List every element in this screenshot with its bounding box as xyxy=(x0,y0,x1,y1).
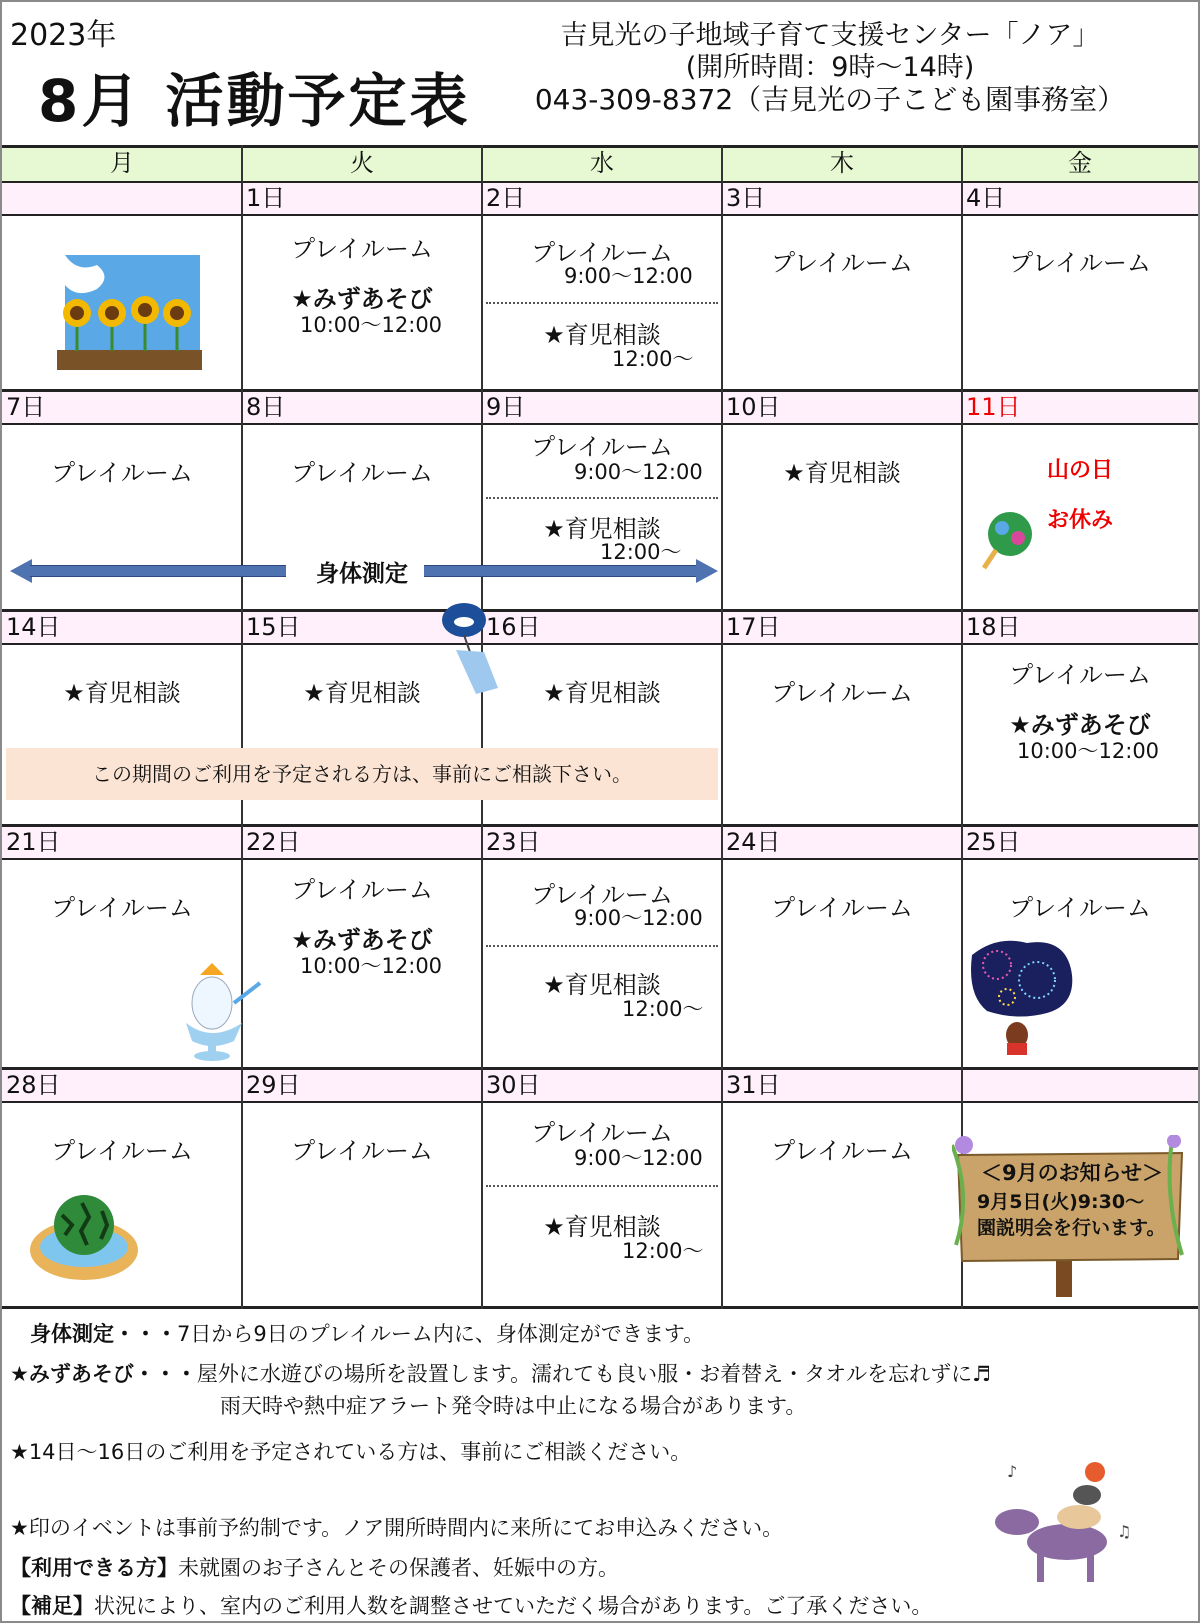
time-mizuasobi-22: 10:00〜12:00 xyxy=(300,954,443,978)
weekday-tue: 火 xyxy=(242,145,482,181)
grid-line xyxy=(2,858,1198,860)
sign-title: ＜9月のお知らせ＞ xyxy=(981,1161,1163,1185)
date-25: 25日 xyxy=(966,828,1021,856)
footnote-supplement xyxy=(10,1590,932,1620)
date-14: 14日 xyxy=(6,613,61,641)
sign-date: 9月5日(火)9:30〜 xyxy=(977,1191,1145,1213)
event-mizuasobi-18: ★みずあそび xyxy=(1009,711,1151,739)
grid-line xyxy=(2,1101,1198,1103)
measurement-arrow-left xyxy=(30,565,286,577)
date-10: 10日 xyxy=(726,393,781,421)
date-2: 2日 xyxy=(486,184,526,212)
sign-event: 園説明会を行います。 xyxy=(977,1217,1166,1239)
event-mizuasobi-22: ★みずあそび xyxy=(291,926,433,954)
svg-text:♫: ♫ xyxy=(1117,1522,1132,1541)
event-mizuasobi-1: ★みずあそび xyxy=(291,285,433,313)
date-16: 16日 xyxy=(486,613,541,641)
event-playroom-4: プレイルーム xyxy=(1009,249,1151,277)
date-17: 17日 xyxy=(726,613,781,641)
date-row-week5 xyxy=(2,1069,1198,1101)
event-playroom-18: プレイルーム xyxy=(1009,661,1151,689)
footnote-supplement-text: 状況により、室内のご利用人数を調整させていただく場合があります。ご了承ください。 xyxy=(94,1594,933,1618)
footnote-reservation: ★印のイベントは事前予約制です。ノア開所時間内に来所にてお申込みください。 xyxy=(10,1516,784,1540)
footnote-mizuasobi-head: ★みずあそび・・・ xyxy=(10,1362,197,1386)
divider xyxy=(486,302,718,304)
date-15: 15日 xyxy=(246,613,301,641)
event-playroom-3: プレイルーム xyxy=(771,249,913,277)
event-playroom-7: プレイルーム xyxy=(51,459,193,487)
divider xyxy=(486,497,718,499)
page-title: 8月 活動予定表 xyxy=(38,67,471,135)
divider xyxy=(486,1185,718,1187)
event-playroom-2: プレイルーム xyxy=(531,239,673,267)
center-info xyxy=(510,20,1150,116)
date-21: 21日 xyxy=(6,828,61,856)
event-playroom-25: プレイルーム xyxy=(1009,894,1151,922)
footnote-eligible-head: 【利用できる方】 xyxy=(10,1556,178,1580)
event-playroom-17: プレイルーム xyxy=(771,679,913,707)
event-ikuji-16: ★育児相談 xyxy=(543,679,661,707)
event-playroom-28: プレイルーム xyxy=(51,1137,193,1165)
date-11: 11日 xyxy=(966,393,1021,421)
footnote-mizuasobi-text: 屋外に水遊びの場所を設置します。濡れても良い服・お着替え・タオルを忘れずに♬ xyxy=(196,1362,991,1386)
footnote-mizuasobi xyxy=(10,1358,991,1388)
date-31: 31日 xyxy=(726,1071,781,1099)
weekday-thu: 木 xyxy=(722,145,962,181)
footnote-mizuasobi-text2: 雨天時や熱中症アラート発令時は中止になる場合があります。 xyxy=(220,1394,807,1418)
event-playroom-29: プレイルーム xyxy=(291,1137,433,1165)
date-30: 30日 xyxy=(486,1071,541,1099)
animals-illustration xyxy=(987,1447,1137,1587)
footnote-measurement xyxy=(30,1318,704,1348)
time-ikuji-2: 12:00〜 xyxy=(612,347,694,371)
time-mizuasobi-1: 10:00〜12:00 xyxy=(300,313,443,337)
closed-label: お休み xyxy=(1046,508,1113,533)
divider xyxy=(486,945,718,947)
date-4: 4日 xyxy=(966,184,1006,212)
event-ikuji-2: ★育児相談 xyxy=(543,321,661,349)
phone-number: 043-309-8372（吉見光の子こども園事務室） xyxy=(534,83,1126,116)
arrow-right-icon xyxy=(694,559,718,583)
footnote-supplement-head: 【補足】 xyxy=(10,1594,94,1618)
svg-text:♪: ♪ xyxy=(1007,1462,1018,1481)
sunflower-illustration xyxy=(57,255,207,375)
event-playroom-23: プレイルーム xyxy=(531,881,673,909)
calendar-grid xyxy=(2,145,1198,1309)
center-name: 吉見光の子地域子育て支援センター「ノア」 xyxy=(560,20,1100,51)
time-ikuji-30: 12:00〜 xyxy=(622,1239,704,1263)
grid-line xyxy=(2,423,1198,425)
event-ikuji-30: ★育児相談 xyxy=(543,1213,661,1241)
time-mizuasobi-18: 10:00〜12:00 xyxy=(1017,739,1160,763)
measurement-arrow-right xyxy=(424,565,696,577)
event-playroom-30: プレイルーム xyxy=(531,1119,673,1147)
year-label: 2023年 xyxy=(10,18,117,53)
date-7: 7日 xyxy=(6,393,46,421)
date-8: 8日 xyxy=(246,393,286,421)
grid-line xyxy=(2,181,1198,183)
grid-line xyxy=(2,1067,1198,1070)
grid-line xyxy=(2,145,1198,148)
event-ikuji-9: ★育児相談 xyxy=(543,515,661,543)
time-ikuji-9: 12:00〜 xyxy=(600,540,682,564)
date-18: 18日 xyxy=(966,613,1021,641)
measurement-label: 身体測定 xyxy=(316,561,408,587)
event-playroom-24: プレイルーム xyxy=(771,894,913,922)
date-22: 22日 xyxy=(246,828,301,856)
grid-line xyxy=(2,214,1198,216)
time-playroom-2: 9:00〜12:00 xyxy=(564,264,693,288)
weekday-mon: 月 xyxy=(2,145,242,181)
date-row-week1 xyxy=(2,182,1198,214)
footnote-eligible xyxy=(10,1552,619,1582)
shaved-ice-illustration xyxy=(182,963,272,1063)
grid-line xyxy=(2,1306,1198,1309)
event-ikuji-14: ★育児相談 xyxy=(63,679,181,707)
event-ikuji-10: ★育児相談 xyxy=(783,459,901,487)
weekday-wed: 水 xyxy=(482,145,722,181)
footnote-measurement-text: 7日から9日のプレイルーム内に、身体測定ができます。 xyxy=(177,1322,705,1346)
event-playroom-31: プレイルーム xyxy=(771,1137,913,1165)
event-ikuji-15: ★育児相談 xyxy=(303,679,421,707)
date-24: 24日 xyxy=(726,828,781,856)
fireworks-illustration xyxy=(967,935,1077,1063)
date-9: 9日 xyxy=(486,393,526,421)
time-playroom-9: 9:00〜12:00 xyxy=(574,460,703,484)
footnote-measurement-head: 身体測定・・・ xyxy=(30,1322,177,1346)
holiday-label: 山の日 xyxy=(1046,458,1113,483)
time-playroom-30: 9:00〜12:00 xyxy=(574,1146,703,1170)
event-playroom-21: プレイルーム xyxy=(51,894,193,922)
time-ikuji-23: 12:00〜 xyxy=(622,997,704,1021)
event-playroom-8: プレイルーム xyxy=(291,459,433,487)
fan-illustration xyxy=(980,510,1034,572)
date-29: 29日 xyxy=(246,1071,301,1099)
watermelon-illustration xyxy=(27,1185,142,1285)
time-playroom-23: 9:00〜12:00 xyxy=(574,906,703,930)
notice-banner: この期間のご利用を予定される方は、事前にご相談下さい。 xyxy=(6,748,718,800)
event-playroom-9: プレイルーム xyxy=(531,433,673,461)
opening-hours: (開所時間：9時〜14時) xyxy=(685,52,975,83)
event-playroom-22: プレイルーム xyxy=(291,876,433,904)
event-ikuji-23: ★育児相談 xyxy=(543,971,661,999)
date-28: 28日 xyxy=(6,1071,61,1099)
event-playroom-1: プレイルーム xyxy=(291,235,433,263)
date-3: 3日 xyxy=(726,184,766,212)
date-23: 23日 xyxy=(486,828,541,856)
grid-line xyxy=(2,643,1198,645)
date-1: 1日 xyxy=(246,184,286,212)
footnote-eligible-text: 未就園のお子さんとその保護者、妊娠中の方。 xyxy=(178,1556,619,1580)
weekday-fri: 金 xyxy=(962,145,1198,181)
footnote-14-16: ★14日〜16日のご利用を予定されている方は、事前にご相談ください。 xyxy=(10,1440,692,1464)
